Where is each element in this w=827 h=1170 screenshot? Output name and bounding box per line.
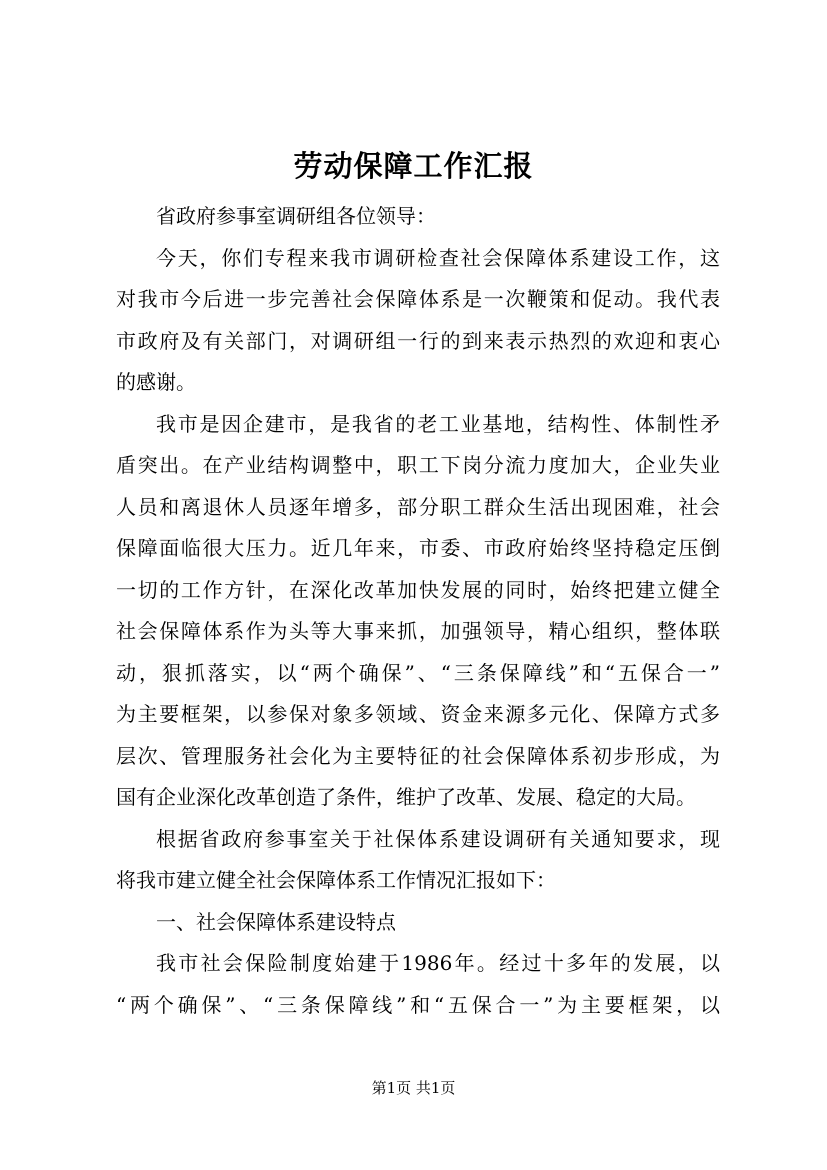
text-line: 对我市今后进一步完善社会保障体系是一次鞭策和促动。我代表: [116, 287, 720, 311]
text-line: 一、社会保障体系建设特点: [156, 909, 396, 934]
text-line: 市政府及有关部门，对调研组一行的到来表示热烈的欢迎和衷心: [116, 328, 720, 353]
text-line: 人员和离退休人员逐年增多，部分职工群众生活出现困难，社会: [116, 494, 720, 519]
text-line: 国有企业深化改革创造了条件，维护了改革、发展、稳定的大局。: [116, 785, 696, 809]
text-line: 省政府参事室调研组各位领导：: [156, 204, 436, 228]
text-line: 将我市建立健全社会保障体系工作情况汇报如下：: [116, 868, 556, 892]
text-line: 一切的工作方针，在深化改革加快发展的同时，始终把建立健全: [116, 577, 720, 602]
text-line: 我市社会保险制度始建于1986年。经过十多年的发展，以: [156, 951, 720, 975]
text-line: 今天，你们专程来我市调研检查社会保障体系建设工作，这: [156, 245, 720, 270]
page-footer: 第1页 共1页: [371, 1079, 456, 1097]
text-line: 盾突出。在产业结构调整中，职工下岗分流力度加大，企业失业: [116, 453, 720, 477]
text-line: 社会保障体系作为头等大事来抓，加强领导，精心组织，整体联: [116, 619, 720, 643]
text-line: 层次、管理服务社会化为主要特征的社会保障体系初步形成，为: [116, 743, 720, 768]
document-title: 劳动保障工作汇报: [293, 149, 534, 183]
text-line: 为主要框架，以参保对象多领域、资金来源多元化、保障方式多: [116, 702, 720, 726]
text-line: “两个确保”、“三条保障线”和“五保合一”为主要框架，以: [116, 992, 720, 1017]
text-line: 我市是因企建市，是我省的老工业基地，结构性、体制性矛: [156, 411, 720, 436]
text-line: 动，狠抓落实，以“两个确保”、“三条保障线”和“五保合一”: [116, 660, 720, 685]
document-body: [116, 196, 720, 1026]
text-line: 保障面临很大压力。近几年来，市委、市政府始终坚持稳定压倒: [116, 536, 720, 560]
text-line: 根据省政府参事室关于社保体系建设调研有关通知要求，现: [156, 826, 720, 851]
text-line: 的感谢。: [116, 370, 196, 394]
